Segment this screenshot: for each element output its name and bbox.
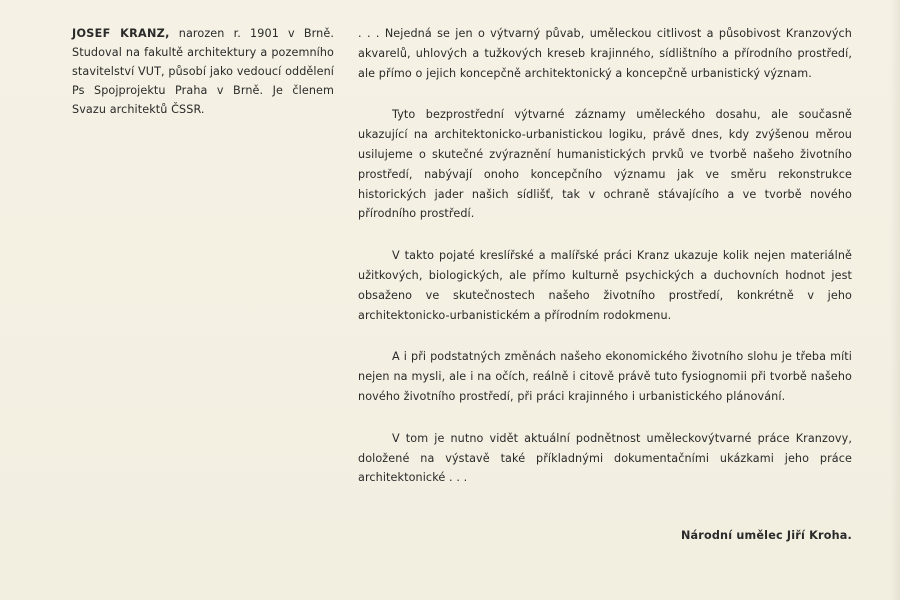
author-name: JOSEF KRANZ, xyxy=(72,27,170,40)
signature: Národní umělec Jiří Kroha. xyxy=(680,529,852,542)
page-edge-shadow xyxy=(890,0,900,600)
paragraph-4: A i při podstatných změnách našeho ekonomického životního slohu je třeba míti nejen na mysli, ale i na očích, reálně i citově právě tuto fysiognomii při tvorbě našeho nového životního prostředí, při práci krajinného i urbanistického plánování. xyxy=(358,350,852,403)
author-bio-text: narozen r. 1901 v Brně. Studoval na fakultě architektury a pozemního stavitelství VUT, působí jako vedoucí oddělení Ps Spojprojektu Praha v Brně. Je členem Svazu architektů ČSSR. xyxy=(72,27,334,116)
paragraph-1: . . . Nejedná se jen o výtvarný půvab, uměleckou citlivost a působivost Kranzových akvarelů, uhlových a tužkových kreseb krajinného, sídlištního a přírodního prostředí, ale přímo o jejich koncepčně architektonický a koncepčně urbanistický význam. xyxy=(358,27,852,80)
paragraph-5: V tom je nutno vidět aktuální podnětnost uměleckovýtvarné práce Kranzovy, doložené na výstavě také příkladnými dokumentačními ukázkami jeho práce architektonické . . . xyxy=(358,431,852,485)
paragraph-3: V takto pojaté kreslířské a malířské práci Kranz ukazuje kolik nejen materiálně užitkových, biologických, ale přímo kulturně psychických a duchovních hodnot jest obsaženo ve skutečnostech našeho životního prostředí, konkrétně v jeho architektonicko-urbanistickém a přírodním rodokmenu. xyxy=(358,249,852,322)
paragraph-2: Tyto bezprostřední výtvarné záznamy uměleckého dosahu, ale současně ukazující na architektonicko-urbanistickou logiku, právě dnes, kdy zvýšenou měrou usilujeme o skutečné zvýraznění humanistických prvků ve tvorbě našeho životního prostředí, nabývají onoho koncepčního významu jak ve směru rekonstrukce historických jader našich sídlišť, tak v ochraně stávajícího a ve tvorbě nového přírodního prostředí. xyxy=(358,108,852,221)
author-bio xyxy=(72,24,334,119)
main-text xyxy=(358,24,852,510)
